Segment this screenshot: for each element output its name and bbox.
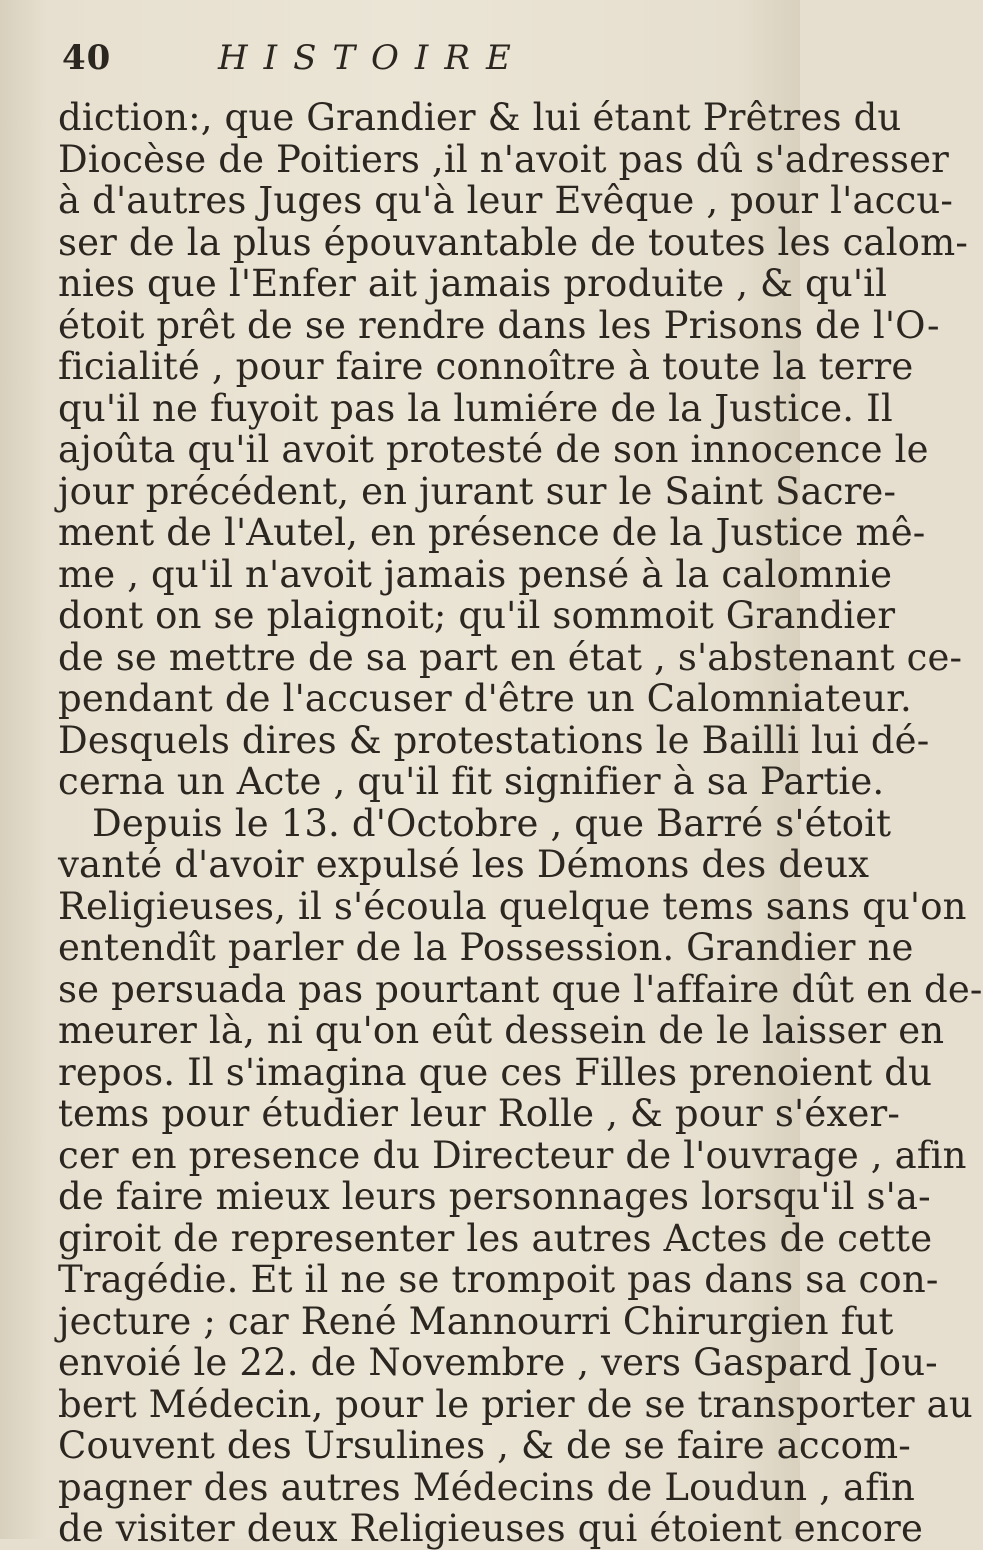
text-line: envoié le 22. de Novembre , vers Gaspard Jou-	[58, 1341, 938, 1384]
body-text	[58, 96, 983, 1550]
text-line: diction:, que Grandier & lui étant Prêtres du	[58, 96, 902, 139]
text-line: à d'autres Juges qu'à leur Evêque , pour l'accu-	[58, 179, 954, 222]
text-line: ser de la plus épouvantable de toutes les calom-	[58, 220, 968, 264]
running-title: HISTOIRE	[218, 38, 527, 78]
text-line: bert Médecin, pour le prier de se transporter au	[58, 1382, 973, 1426]
text-line: dont on se plaignoit; qu'il sommoit Grandier	[58, 594, 896, 637]
text-line: ficialité , pour faire connoître à toute la terre	[58, 345, 914, 388]
text-line: vanté d'avoir expulsé les Démons des deux	[58, 843, 870, 886]
text-line: jecture ; car René Mannourri Chirurgien fut	[58, 1299, 894, 1343]
text-line: repos. Il s'imagina que ces Filles prenoient du	[58, 1050, 933, 1094]
page-header	[62, 38, 702, 88]
text-line: se persuada pas pourtant que l'affaire dût en de-	[58, 967, 983, 1011]
text-line: nies que l'Enfer ait jamais produite , & qu'il	[58, 262, 888, 305]
text-line: cerna un Acte , qu'il fit signifier à sa Partie.	[58, 760, 885, 803]
text-line: pendant de l'accuser d'être un Calomniateur.	[58, 677, 912, 720]
text-line: de se mettre de sa part en état , s'abstenant ce-	[58, 635, 963, 679]
text-line: Diocèse de Poitiers ,il n'avoit pas dû s'adresser	[58, 137, 949, 181]
text-line: Depuis le 13. d'Octobre , que Barré s'étoit	[92, 801, 892, 845]
text-line: cer en presence du Directeur de l'ouvrage , afin	[58, 1133, 967, 1177]
text-line: ajoûta qu'il avoit protesté de son innocence le	[58, 428, 929, 471]
text-line: Desquels dires & protestations le Bailli lui dé-	[58, 718, 930, 762]
text-line: me , qu'il n'avoit jamais pensé à la calomnie	[58, 552, 893, 596]
text-line: qu'il ne fuyoit pas la lumiére de la Justice. Il	[58, 386, 893, 430]
text-line: meurer là, ni qu'on eût dessein de le laisser en	[58, 1009, 945, 1052]
text-line: tems pour étudier leur Rolle , & pour s'éxer-	[58, 1092, 900, 1135]
text-line: Couvent des Ursulines , & de se faire accom-	[58, 1424, 911, 1467]
text-line: jour précédent, en jurant sur le Saint Sacre-	[58, 469, 897, 513]
text-line: pagner des autres Médecins de Loudun , afin	[58, 1465, 916, 1509]
text-line: de faire mieux leurs personnages lorsqu'il s'a-	[58, 1175, 931, 1218]
paragraph-1	[58, 96, 968, 803]
page-number: 40	[62, 38, 112, 78]
text-line: giroit de representer les autres Actes de cette	[58, 1216, 933, 1260]
text-line: Tragédie. Et il ne se trompoit pas dans sa con-	[58, 1258, 939, 1301]
text-line: entendît parler de la Possession. Grandier ne	[58, 926, 914, 969]
text-line: ment de l'Autel, en présence de la Justice mê-	[58, 511, 926, 554]
text-line: de visiter deux Religieuses qui étoient encore	[58, 1507, 923, 1550]
text-line: Religieuses, il s'écoula quelque tems sans qu'on	[58, 884, 967, 928]
paragraph-2	[58, 801, 983, 1550]
text-line: étoit prêt de se rendre dans les Prisons de l'O-	[58, 303, 940, 347]
